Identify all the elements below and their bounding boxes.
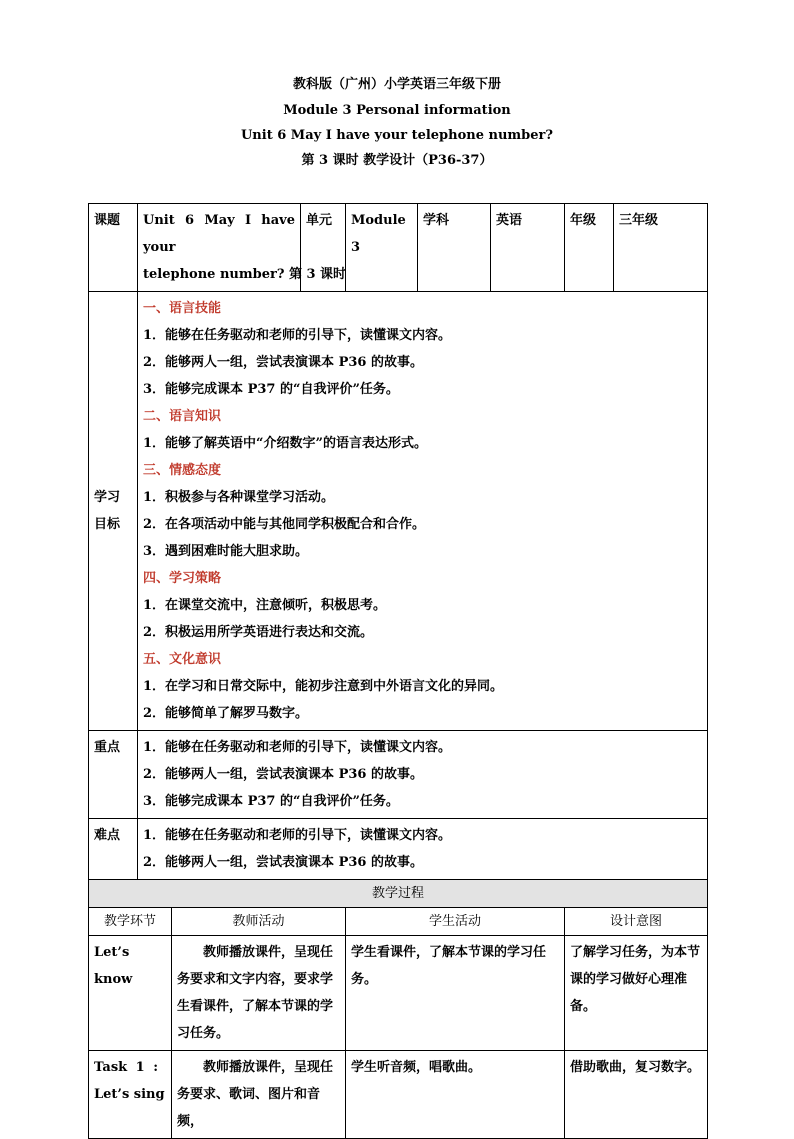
difficulties-content	[138, 819, 708, 880]
objectives-label-line1: 学习	[94, 490, 121, 505]
list-item: 1．在学习和日常交际中，能初步注意到中外语言文化的异同。	[143, 679, 504, 694]
column-header: 学生活动	[346, 908, 565, 936]
grade-label: 年级	[565, 204, 614, 292]
intent-cell: 借助歌曲，复习数字。	[565, 1051, 708, 1139]
section-heading: 三、情感态度	[143, 463, 222, 478]
list-item: 1．能够了解英语中“介绍数字”的语言表达形式。	[143, 436, 428, 451]
list-item: 2．能够两人一组，尝试表演课本 P36 的故事。	[143, 355, 423, 370]
process-title-row	[89, 880, 708, 908]
column-header: 教师活动	[172, 908, 346, 936]
doc-title-line1: 教科版（广州）小学英语三年级下册	[292, 77, 501, 92]
student-cell: 学生听音频，唱歌曲。	[346, 1051, 565, 1139]
process-title: 教学过程	[89, 880, 708, 908]
key-points-label: 重点	[89, 731, 138, 819]
lesson-plan-table	[88, 203, 708, 1139]
key-points-row	[89, 731, 708, 819]
list-item: 2．在各项活动中能与其他同学积极配合和合作。	[143, 517, 426, 532]
info-row	[89, 204, 708, 292]
step-cell	[89, 1051, 172, 1139]
step-line1: Task 1 :	[94, 1060, 158, 1075]
section-heading: 五、文化意识	[143, 652, 222, 667]
table-row	[89, 1051, 708, 1139]
topic-value-line1: Unit 6 May I have your	[143, 213, 295, 255]
objectives-label	[89, 292, 138, 731]
objectives-row	[89, 292, 708, 731]
list-item: 2．能够两人一组，尝试表演课本 P36 的故事。	[143, 855, 423, 870]
table-row	[89, 936, 708, 1051]
doc-title-line4: 第 3 课时 教学设计（P36-37）	[301, 153, 493, 168]
difficulties-label: 难点	[89, 819, 138, 880]
step-cell: Let’s know	[89, 936, 172, 1051]
list-item: 3．能够完成课本 P37 的“自我评价”任务。	[143, 794, 399, 809]
doc-title-line2: Module 3 Personal information	[283, 103, 511, 118]
doc-title-line3: Unit 6 May I have your telephone number?	[240, 128, 554, 143]
objectives-content	[138, 292, 708, 731]
list-item: 1．积极参与各种课堂学习活动。	[143, 490, 335, 505]
student-cell: 学生看课件，了解本节课的学习任务。	[346, 936, 565, 1051]
section-heading: 二、语言知识	[143, 409, 222, 424]
teacher-cell: 教师播放课件，呈现任务要求和文字内容，要求学生看课件，了解本节课的学习任务。	[172, 936, 346, 1051]
list-item: 2．能够简单了解罗马数字。	[143, 706, 309, 721]
list-item: 1．能够在任务驱动和老师的引导下，读懂课文内容。	[143, 740, 452, 755]
section-heading: 四、学习策略	[143, 571, 222, 586]
subject-value: 英语	[491, 204, 565, 292]
unit-label: 单元	[301, 204, 346, 292]
list-item: 1．在课堂交流中，注意倾听，积极思考。	[143, 598, 387, 613]
list-item: 3．遇到困难时能大胆求助。	[143, 544, 309, 559]
unit-value: Module 3	[346, 204, 418, 292]
grade-value: 三年级	[614, 204, 708, 292]
step-line2: Let’s sing	[94, 1087, 165, 1102]
subject-label: 学科	[418, 204, 491, 292]
objectives-label-line2: 目标	[94, 517, 121, 532]
list-item: 2．积极运用所学英语进行表达和交流。	[143, 625, 374, 640]
key-points-content	[138, 731, 708, 819]
list-item: 2．能够两人一组，尝试表演课本 P36 的故事。	[143, 767, 423, 782]
intent-cell: 了解学习任务，为本节课的学习做好心理准备。	[565, 936, 708, 1051]
column-header: 设计意图	[565, 908, 708, 936]
list-item: 1．能够在任务驱动和老师的引导下，读懂课文内容。	[143, 328, 452, 343]
list-item: 1．能够在任务驱动和老师的引导下，读懂课文内容。	[143, 828, 452, 843]
list-item: 3．能够完成课本 P37 的“自我评价”任务。	[143, 382, 399, 397]
teacher-cell: 教师播放课件，呈现任务要求、歌词、图片和音频，	[172, 1051, 346, 1139]
topic-value-line2: telephone number? 第 3 课时	[143, 267, 347, 282]
section-heading: 一、语言技能	[143, 301, 222, 316]
difficulties-row	[89, 819, 708, 880]
topic-label: 课题	[89, 204, 138, 292]
column-header: 教学环节	[89, 908, 172, 936]
process-header-row	[89, 908, 708, 936]
